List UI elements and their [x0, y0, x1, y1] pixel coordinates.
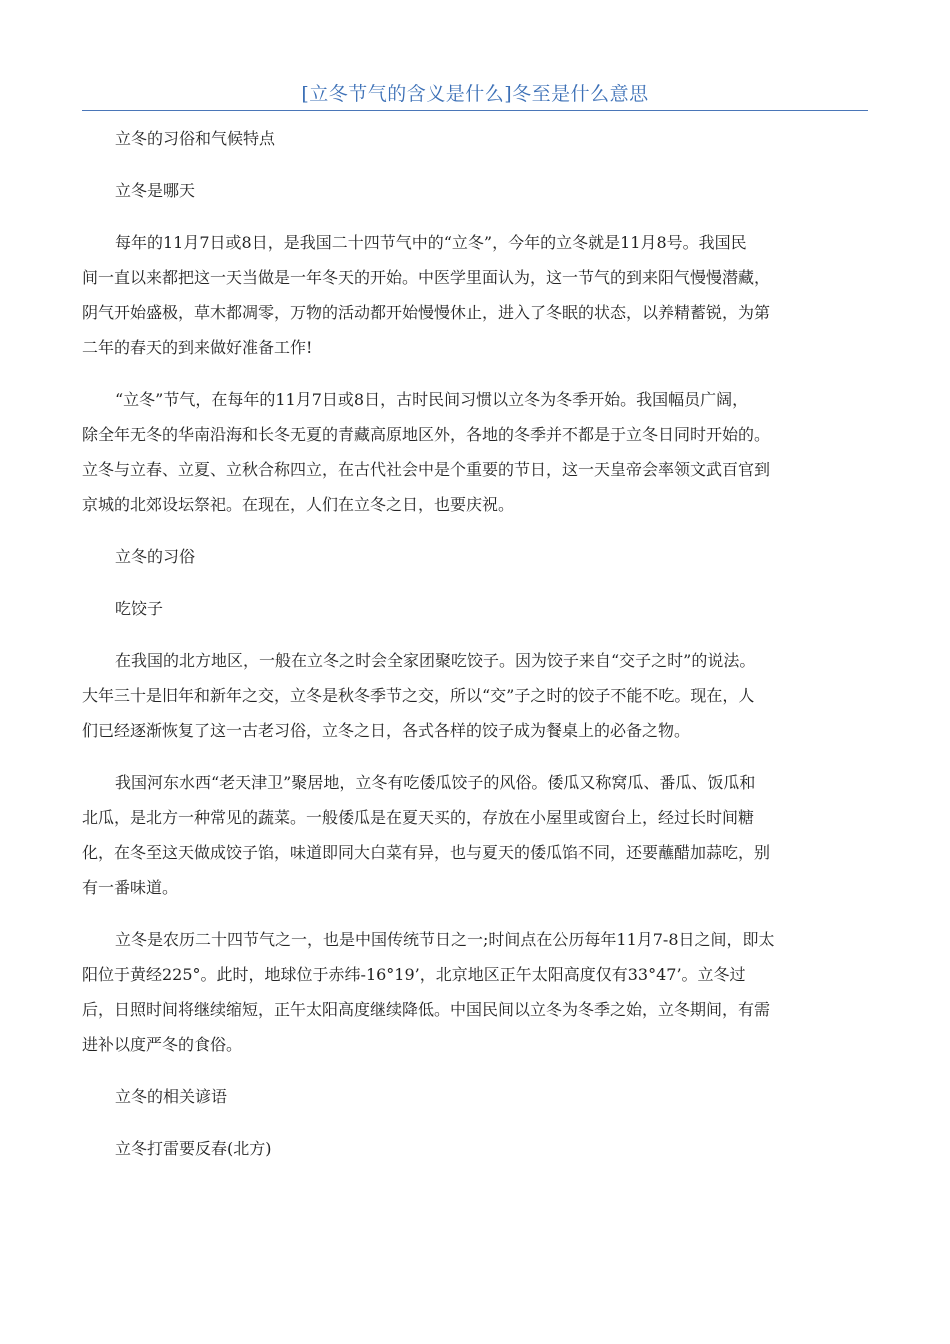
paragraph-date-intro: [82, 228, 868, 362]
paragraph-tianjin-pumpkin: [82, 768, 868, 902]
section-heading-proverbs: 立冬的相关谚语: [115, 1087, 228, 1106]
paragraph-line: 间一直以来都把这一天当做是一年冬天的开始。中医学里面认为，这一节气的到来阳气慢慢潜藏，: [82, 268, 771, 287]
paragraph-line: 进补以度严冬的食俗。: [82, 1035, 243, 1054]
paragraph-dumplings-north: [82, 646, 868, 745]
paragraph-line: 我国河东水西“老天津卫”聚居地，立冬有吃倭瓜饺子的风俗。倭瓜又称窝瓜、番瓜、饭瓜和: [115, 773, 756, 792]
paragraph-line: 二年的春天的到来做好准备工作!: [82, 338, 313, 357]
paragraph-lidong-festival: [82, 385, 868, 519]
document-header: [82, 78, 868, 111]
paragraph-line: 在我国的北方地区，一般在立冬之时会全家团聚吃饺子。因为饺子来自“交子之时”的说法。: [115, 651, 756, 670]
section-heading-which-day: 立冬是哪天: [115, 181, 196, 200]
paragraph-line: 化，在冬至这天做成饺子馅，味道即同大白菜有异，也与夏天的倭瓜馅不同，还要蘸醋加蒜吃，别: [82, 843, 771, 862]
paragraph-line: 有一番味道。: [82, 878, 179, 897]
paragraph-line: 阳位于黄经225°。此时，地球位于赤纬-16°19’，北京地区正午太阳高度仅有33°47’。立冬过: [82, 965, 746, 984]
paragraph-line: 立冬是农历二十四节气之一，也是中国传统节日之一;时间点在公历每年11月7-8日之间，即太: [115, 930, 775, 949]
proverb-thunder: 立冬打雷要反春(北方): [115, 1139, 272, 1158]
paragraph-line: 阴气开始盛极，草木都凋零，万物的活动都开始慢慢休止，进入了冬眠的状态，以养精蓄锐，为第: [82, 303, 771, 322]
paragraph-line: 大年三十是旧年和新年之交，立冬是秋冬季节之交，所以“交”子之时的饺子不能不吃。现在，人: [82, 686, 755, 705]
paragraph-solar-term: [82, 925, 868, 1059]
paragraph-line: 每年的11月7日或8日，是我国二十四节气中的“立冬”，今年的立冬就是11月8号。我国民: [115, 233, 747, 252]
paragraph-line: 除全年无冬的华南沿海和长冬无夏的青藏高原地区外，各地的冬季并不都是于立冬日同时开始的。: [82, 425, 771, 444]
section-heading-customs: 立冬的习俗: [115, 547, 196, 566]
section-heading-customs-climate: 立冬的习俗和气候特点: [115, 129, 276, 148]
paragraph-line: 后，日照时间将继续缩短，正午太阳高度继续降低。中国民间以立冬为冬季之始，立冬期间，有需: [82, 1000, 771, 1019]
paragraph-line: “立冬”节气，在每年的11月7日或8日，古时民间习惯以立冬为冬季开始。我国幅员广阔，: [115, 390, 749, 409]
document-title: [立冬节气的含义是什么]冬至是什么意思: [301, 83, 649, 105]
paragraph-line: 们已经逐渐恢复了这一古老习俗，立冬之日，各式各样的饺子成为餐桌上的必备之物。: [82, 721, 691, 740]
section-heading-dumplings: 吃饺子: [115, 599, 164, 618]
paragraph-line: 立冬与立春、立夏、立秋合称四立，在古代社会中是个重要的节日，这一天皇帝会率领文武百官到: [82, 460, 771, 479]
document-body: [82, 124, 868, 1163]
paragraph-line: 京城的北郊设坛祭祀。在现在，人们在立冬之日，也要庆祝。: [82, 495, 515, 514]
paragraph-line: 北瓜，是北方一种常见的蔬菜。一般倭瓜是在夏天买的，存放在小屋里或窗台上，经过长时间糖: [82, 808, 755, 827]
